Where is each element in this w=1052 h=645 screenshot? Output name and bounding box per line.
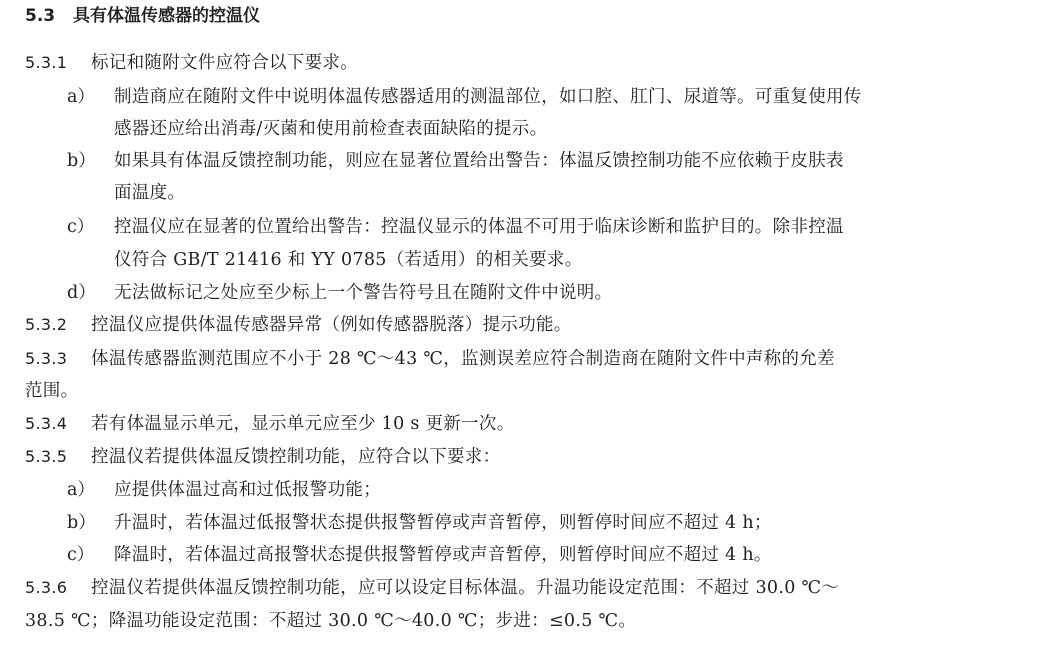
clause-number: 5.3.4	[25, 414, 68, 433]
section-heading	[25, 4, 260, 28]
item-label-a: a）	[67, 87, 95, 107]
item-c-line-1: 控温仪应在显著的位置给出警告：控温仪显示的体温不可用于临床诊断和监护目的。除非控温	[114, 217, 844, 237]
clause-5-3-4	[25, 412, 515, 436]
clause-text: 体温传感器监测范围应不小于 28 ℃～43 ℃，监测误差应符合制造商在随附文件中声称的允差	[91, 349, 835, 369]
clause-5-3-5	[25, 445, 500, 469]
item-label-a: a）	[67, 480, 95, 500]
item-d-line-1: 无法做标记之处应至少标上一个警告符号且在随附文件中说明。	[114, 283, 613, 303]
item-label-b: b）	[67, 151, 96, 171]
clause-text: 若有体温显示单元，显示单元应至少 10 s 更新一次。	[91, 414, 515, 434]
alarm-item-c: 降温时，若体温过高报警状态提供报警暂停或声音暂停，则暂停时间应不超过 4 h。	[114, 545, 772, 565]
alarm-item-b: 升温时，若体温过低报警状态提供报警暂停或声音暂停，则暂停时间应不超过 4 h；	[114, 513, 772, 533]
item-b-line-2: 面温度。	[114, 183, 186, 203]
clause-number: 5.3.5	[25, 447, 68, 466]
item-label-c: c）	[67, 217, 95, 237]
clause-text: 控温仪应提供体温传感器异常（例如传感器脱落）提示功能。	[91, 315, 572, 335]
clause-text: 控温仪若提供体温反馈控制功能，应符合以下要求：	[91, 447, 501, 467]
clause-text: 标记和随附文件应符合以下要求。	[91, 53, 358, 73]
clause-5-3-2	[25, 313, 572, 337]
section-title: 具有体温传感器的控温仪	[73, 6, 260, 26]
item-a-line-1: 制造商应在随附文件中说明体温传感器适用的测温部位，如口腔、肛门、尿道等。可重复使用传	[114, 87, 862, 107]
alarm-item-a: 应提供体温过高和过低报警功能；	[114, 480, 381, 500]
item-label-b: b）	[67, 513, 96, 533]
item-label-d: d）	[67, 283, 96, 303]
clause-5-3-3	[25, 347, 835, 371]
item-c-line-2: 仪符合 GB/T 21416 和 YY 0785（若适用）的相关要求。	[114, 250, 583, 270]
item-b-line-1: 如果具有体温反馈控制功能，则应在显著位置给出警告：体温反馈控制功能不应依赖于皮肤表	[114, 151, 844, 171]
item-label-c: c）	[67, 545, 95, 565]
clause-5-3-6	[25, 576, 839, 600]
section-number: 5.3	[25, 6, 56, 26]
clause-number: 5.3.3	[25, 349, 68, 368]
clause-5-3-1	[25, 51, 358, 75]
clause-number: 5.3.2	[25, 315, 68, 334]
clause-5-3-3-line-2: 范围。	[25, 381, 79, 401]
item-a-line-2: 感器还应给出消毒/灭菌和使用前检查表面缺陷的提示。	[114, 119, 548, 139]
clause-text: 控温仪若提供体温反馈控制功能，应可以设定目标体温。升温功能设定范围：不超过 30.0 ℃～	[91, 578, 840, 598]
clause-number: 5.3.1	[25, 53, 68, 72]
clause-number: 5.3.6	[25, 578, 68, 597]
clause-5-3-6-line-2: 38.5 ℃；降温功能设定范围：不超过 30.0 ℃～40.0 ℃；步进：≤0.5 ℃。	[25, 611, 637, 631]
